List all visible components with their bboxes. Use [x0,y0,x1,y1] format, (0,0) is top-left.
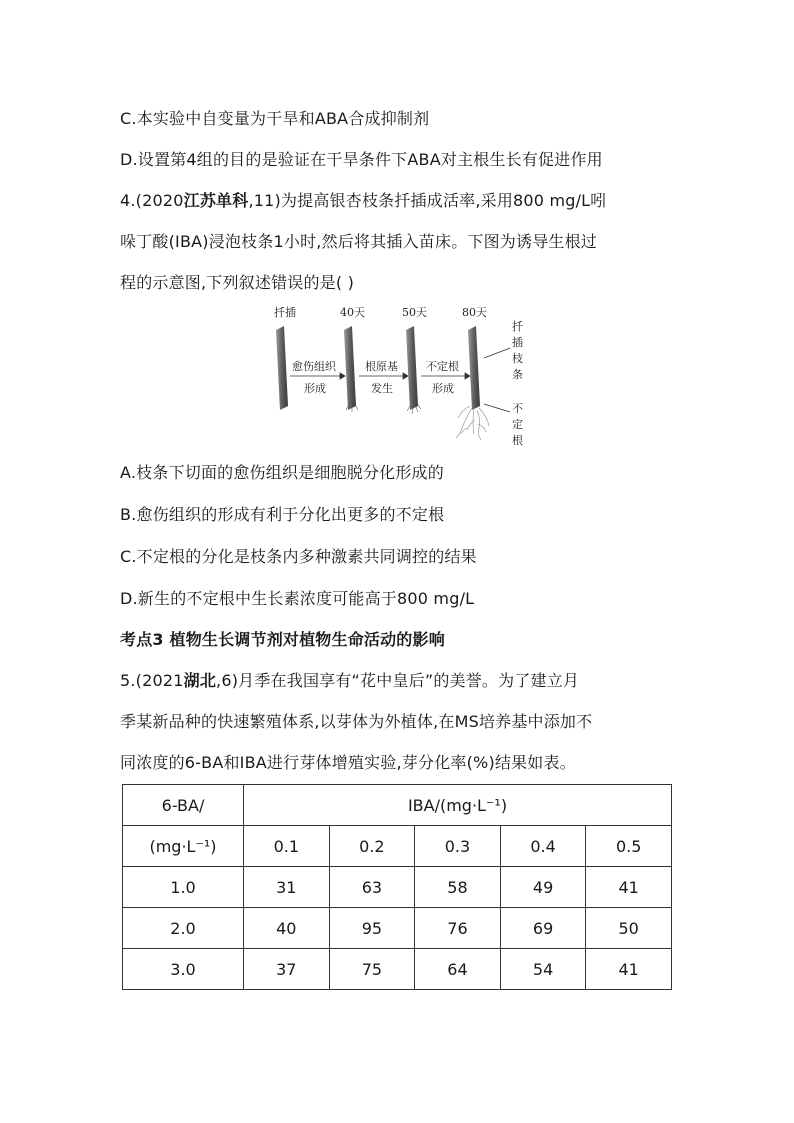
stage-label: 40天 [340,306,365,319]
table-cell: 31 [244,867,330,908]
iba-level: 0.4 [500,826,586,867]
cutting-stem [276,326,288,410]
iba-level: 0.2 [329,826,415,867]
table-cell: 54 [500,949,586,990]
table-cell: 76 [415,908,501,949]
question-5-line-1 [120,668,579,691]
question-4-line-1 [120,188,607,211]
root-label-char: 定 [512,418,523,431]
table-header-row [123,785,672,826]
ba-level: 2.0 [123,908,244,949]
table-cell: 58 [415,867,501,908]
option-d-line: D.设置第4组的目的是验证在干旱条件下ABA对主根生长有促进作用 [120,150,603,169]
q5-text: ,6)月季在我国享有“花中皇后”的美誉。为了建立月 [216,671,580,690]
question-4-line-3: 程的示意图,下列叙述错误的是( ) [120,273,355,292]
cutting-stem [406,326,418,410]
cutting-stem [344,326,356,410]
table-row [123,867,672,908]
corner-header-bottom: (mg·L⁻¹) [123,826,244,867]
arrow-label: 不定根 [426,360,459,373]
q5-number: 5.(2021 [120,671,184,690]
option-c-line: C.不定根的分化是枝条内多种激素共同调控的结果 [120,547,477,566]
arrow-label: 愈伤组织 [292,360,336,373]
ba-level: 1.0 [123,867,244,908]
stage-label: 50天 [402,306,427,319]
callus-marks [346,405,421,414]
stem-label-char: 枝 [512,352,523,365]
iba-level: 0.1 [244,826,330,867]
cutting-stem [468,326,480,410]
table-cell: 41 [586,867,672,908]
question-5-line-3: 同浓度的6-BA和IBA进行芽体增殖实验,芽分化率(%)结果如表。 [120,753,576,772]
q4-number: 4.(2020 [120,191,184,210]
table-cell: 41 [586,949,672,990]
stem-label-char: 条 [512,368,523,381]
arrow-label: 发生 [371,382,393,395]
table-cell: 49 [500,867,586,908]
option-b-line: B.愈伤组织的形成有利于分化出更多的不定根 [120,505,445,524]
root-label-char: 根 [512,434,523,447]
question-4-line-2: 哚丁酸(IBA)浸泡枝条1小时,然后将其插入苗床。下图为诱导生根过 [120,232,597,251]
option-d-line: D.新生的不定根中生长素浓度可能高于800 mg/L [120,589,475,608]
table-row [123,949,672,990]
table-cell: 63 [329,867,415,908]
arrow-label: 根原基 [365,360,398,373]
arrow-label: 形成 [304,382,326,395]
table-subheader-row [123,826,672,867]
table-row [123,908,672,949]
iba-level: 0.3 [415,826,501,867]
q5-source: 湖北 [183,671,217,690]
section-heading: 考点3 植物生长调节剂对植物生命活动的影响 [120,630,445,649]
table-cell: 95 [329,908,415,949]
q4-source: 江苏单科 [183,191,249,210]
root-label-char: 不 [512,402,523,415]
arrow-label: 形成 [432,382,454,395]
stem-label-char: 插 [512,336,523,349]
table-cell: 40 [244,908,330,949]
table-cell: 64 [415,949,501,990]
table-cell: 50 [586,908,672,949]
iba-level: 0.5 [586,826,672,867]
adventitious-roots [456,406,489,440]
table-cell: 69 [500,908,586,949]
rooting-process-figure [268,300,530,450]
table-cell: 75 [329,949,415,990]
table-cell: 37 [244,949,330,990]
corner-header-top: 6-BA/ [123,785,244,826]
bud-differentiation-table [122,784,672,990]
iba-header: IBA/(mg·L⁻¹) [244,785,672,826]
stage-label: 80天 [462,306,487,319]
ba-level: 3.0 [123,949,244,990]
stage-label: 扦插 [274,306,296,319]
stem-label-char: 扦 [512,320,523,333]
q4-text: ,11)为提高银杏枝条扦插成活率,采用800 mg/L吲 [248,191,607,210]
option-a-line: A.枝条下切面的愈伤组织是细胞脱分化形成的 [120,463,444,482]
question-5-line-2: 季某新品种的快速繁殖体系,以芽体为外植体,在MS培养基中添加不 [120,712,593,731]
option-c-line: C.本实验中自变量为干旱和ABA合成抑制剂 [120,109,430,128]
